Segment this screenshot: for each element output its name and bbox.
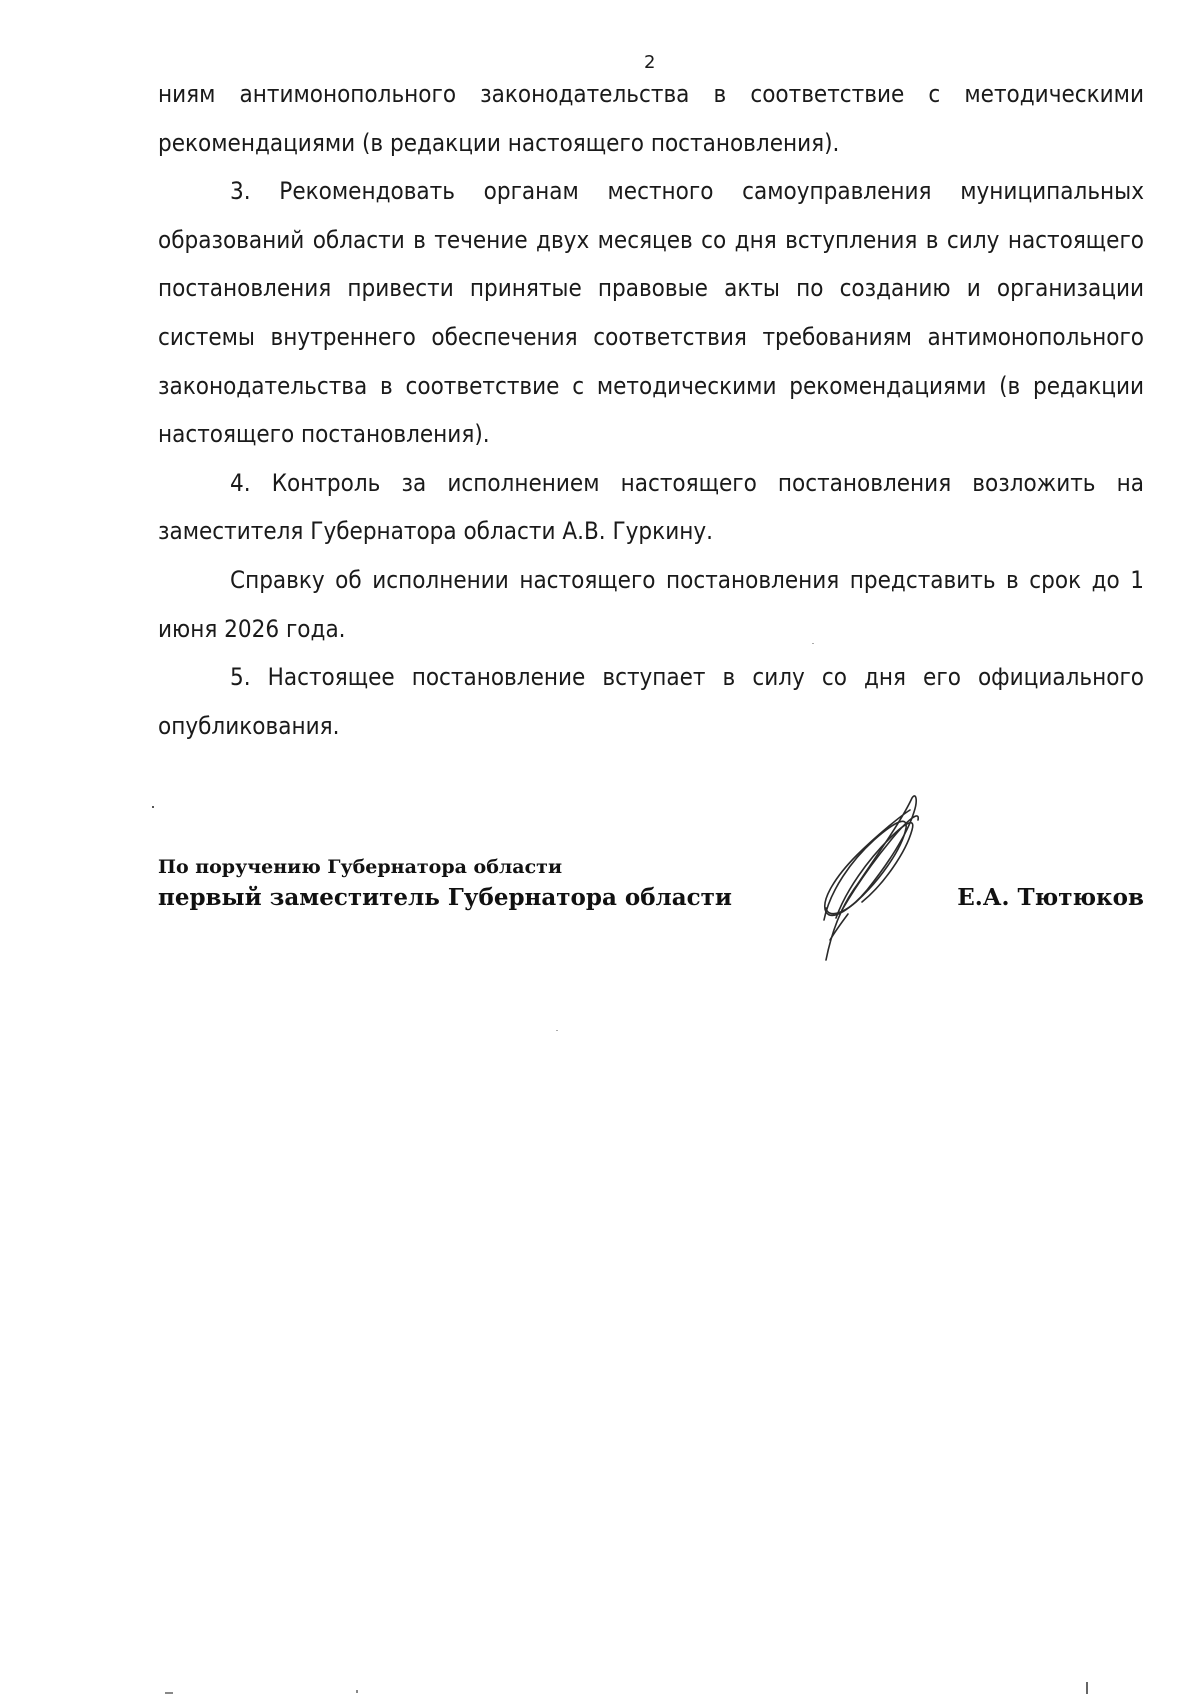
handwritten-signature: [812, 790, 932, 980]
scan-speck: [556, 1030, 558, 1031]
page-number: 2: [644, 52, 656, 73]
scan-speck: [165, 1692, 173, 1694]
signatory-name: Е.А. Тютюков: [957, 884, 1144, 911]
paragraph-continuation: ниям антимонопольного законодательства в соответствие с методическими рекомендациями (в редакции настоящего постановления).: [158, 80, 1144, 157]
scan-speck: [812, 643, 814, 644]
paragraph-item-3: 3. Рекомендовать органам местного самоуправления муниципальных образований области в течение двух месяцев со дня вступления в силу настоящего постановления привести принятые правовые акты по созданию и организации системы внутреннего обеспечения соответствия требованиям антимонопольного законодательства в соответствие с методическими рекомендациями (в редакции настоящего постановления).: [158, 177, 1144, 449]
paragraph-report-deadline: Справку об исполнении настоящего постановления представить в срок до 1 июня 2026 года.: [158, 565, 1144, 643]
paragraph-item-5: 5. Настоящее постановление вступает в силу со дня его официального опубликования.: [158, 663, 1144, 740]
signatory-authority-line: По поручению Губернатора области: [158, 856, 563, 878]
scan-speck: [1086, 1682, 1088, 1694]
scan-speck: [356, 1690, 358, 1693]
scan-speck: [152, 806, 154, 808]
document-body: [158, 70, 1144, 750]
signatory-position-line: первый заместитель Губернатора области: [158, 884, 732, 911]
paragraph-item-4: 4. Контроль за исполнением настоящего постановления возложить на заместителя Губернатора области А.В. Гуркину.: [158, 468, 1144, 546]
signatory-title: [158, 854, 732, 914]
